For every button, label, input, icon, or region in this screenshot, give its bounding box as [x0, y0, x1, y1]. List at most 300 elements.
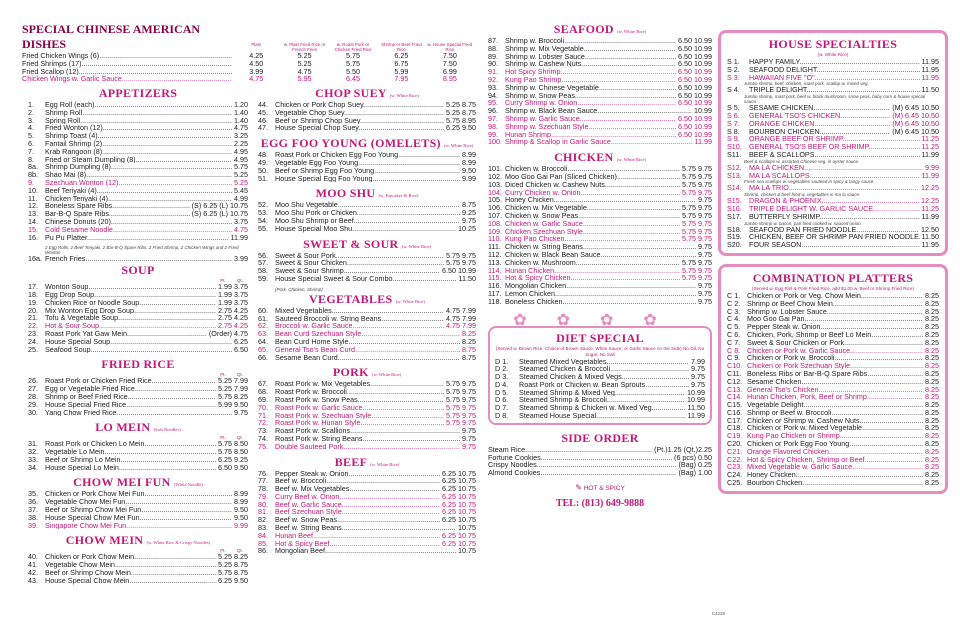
item-price: (M) 6.45 10.50 — [892, 127, 939, 136]
item-name: Beef or Shrimp Chow Mein ..... — [45, 569, 216, 577]
item-name: FOUR SEASON ..... — [749, 241, 920, 249]
item-name: Honey Chicken ..... — [505, 196, 696, 204]
menu-item — [488, 461, 712, 469]
menu-item — [28, 156, 248, 164]
item-name: House Special Fried Rice ..... — [45, 401, 216, 409]
item-price: 8.25 — [925, 455, 939, 464]
item-price: 8.25 — [925, 440, 939, 448]
menu-item — [727, 300, 939, 308]
special-row — [22, 75, 474, 83]
special-price: 7.50 — [442, 52, 457, 60]
item-price: 5.25 8.75 — [446, 101, 476, 109]
item-name: Roast Pork Yat Gaw Mein ..... — [45, 330, 207, 338]
item-name: Shrimp Roll ..... — [45, 109, 232, 117]
item-price: 12.25 — [921, 197, 939, 205]
item-price: 9.75 — [691, 373, 705, 381]
item-number: D 7. — [495, 404, 509, 413]
item-name: Roast Pork or Chicken Lo Mein ..... — [45, 440, 216, 448]
item-number: C 9. — [727, 354, 741, 363]
item-name: Mixed Vegetables ..... — [275, 307, 444, 315]
item-price: 6.50 10.99 — [678, 114, 712, 123]
menu-item — [727, 104, 939, 112]
item-price: 5.25 7.99 — [218, 377, 248, 386]
menu-item — [727, 378, 939, 386]
menu-item — [488, 267, 712, 275]
item-price: 5.75 8.25 — [218, 392, 248, 401]
menu-item — [727, 424, 939, 432]
chopsuey-section — [258, 86, 476, 136]
item-name: Double Sauteed Pork ..... — [275, 443, 460, 451]
item-price: 5.75 9.75 — [682, 188, 712, 197]
item-number: 7. — [28, 147, 34, 156]
friedrice-title-text: FRIED RICE — [101, 357, 175, 372]
item-price: 11.50 — [921, 86, 939, 95]
item-price: 6.25 10.75 — [442, 492, 476, 501]
appetizers-title-text: APPETIZERS — [98, 86, 178, 100]
item-name: Chicken or Shrimp w. Cashew Nuts ..... — [747, 417, 923, 425]
item-price: 5.75 9.75 — [682, 165, 712, 173]
item-price: 8.25 — [462, 337, 476, 346]
menu-item — [727, 112, 939, 120]
friedrice-section — [28, 357, 248, 420]
menu-item — [488, 274, 712, 282]
chowmeifun-section — [28, 475, 248, 533]
menu-item — [727, 354, 939, 362]
item-name: TRIPLE DELIGHT ..... — [749, 86, 920, 94]
menu-item — [488, 68, 712, 76]
item-price: 6.25 10.75 — [442, 516, 476, 525]
item-name: Curry Chicken w. Onion ..... — [505, 189, 680, 197]
item-name: Orange Flavored Chicken ..... — [747, 448, 923, 456]
item-number: 66. — [258, 353, 268, 362]
item-price: 8.25 — [925, 307, 939, 316]
menu-item — [28, 255, 248, 263]
menu-item — [28, 109, 248, 117]
menu-item — [727, 135, 939, 143]
menu-item — [28, 464, 248, 472]
menu-item — [258, 225, 476, 233]
item-name: Chinese Donuts (20) ..... — [45, 218, 232, 226]
item-name: Sesame Bean Curd ..... — [275, 354, 460, 362]
item-name: TRIPLE DELIGHT W. GARLIC SAUCE ..... — [749, 205, 920, 213]
item-number: 14. — [28, 217, 38, 226]
item-name: Steamed Mixed Vegetables ..... — [519, 358, 689, 366]
item-number: 88. — [488, 44, 498, 53]
chopsuey-title-text: CHOP SUEY — [315, 86, 387, 100]
item-name: Beef or Shrimp Egg Foo Young ..... — [275, 167, 460, 175]
item-number: 58. — [258, 267, 268, 275]
item-number: 53. — [258, 209, 268, 217]
item-desc: Jumbo shrimp, beef, chicken, roast pork, scallop w. mixed veg. — [744, 81, 869, 87]
menu-item — [727, 226, 939, 234]
soup-title-text: SOUP — [121, 263, 155, 278]
item-price: 8.25 — [925, 377, 939, 386]
item-price: 6.50 10.99 — [678, 68, 712, 76]
item-price: 4.75 7.99 — [446, 322, 476, 331]
column-3 — [488, 22, 712, 509]
item-number: 48. — [258, 151, 268, 159]
item-number: 94. — [488, 91, 498, 100]
item-number: 39. — [28, 521, 38, 530]
menu-item — [258, 167, 476, 175]
seafood-sub: (w. White Rice) — [617, 29, 647, 34]
item-price: 6.25 9.50 — [446, 124, 476, 133]
item-name: Beef w. String Beans ..... — [275, 524, 456, 532]
menu-item — [488, 220, 712, 228]
menu-item — [258, 404, 476, 412]
legend — [488, 483, 712, 492]
menu-item — [488, 99, 712, 107]
item-number: 10. — [28, 186, 38, 195]
item-price: 8.25 — [925, 354, 939, 363]
item-name: Chicken or Pork w. Garlic Sauce ..... — [747, 347, 923, 355]
item-name: Chicken Rice or Noodle Soup ..... — [45, 299, 216, 307]
menu-item — [258, 380, 476, 388]
item-name: Shao Mai (8) ..... — [45, 171, 232, 179]
menu-item — [258, 493, 476, 501]
item-price: 5.75 — [234, 163, 248, 172]
menu-item — [258, 547, 476, 555]
menu-item — [28, 322, 248, 330]
item-number: S 6. — [727, 111, 740, 120]
menu-item — [28, 291, 248, 299]
eggfooyoung-section — [258, 136, 476, 186]
item-name: Moo Shu Vegetable ..... — [275, 201, 460, 209]
item-name: Shrimp Toast (4) ..... — [45, 132, 232, 140]
item-name: Bourbon Chicken ..... — [747, 479, 923, 487]
item-number: C14. — [727, 393, 743, 402]
item-number: 67. — [258, 380, 268, 389]
menu-item — [488, 446, 712, 454]
beef-title-text: BEEF — [334, 454, 367, 469]
item-number: C 4. — [727, 315, 741, 324]
item-number: 116. — [488, 282, 502, 290]
item-number: 110. — [488, 235, 502, 244]
item-price: 8.25 — [925, 323, 939, 331]
menu-item — [495, 358, 705, 366]
item-number: 105. — [488, 196, 502, 205]
item-price: 8.25 — [925, 479, 939, 487]
item-name: Shrimp or Beef Chow Mein ..... — [747, 300, 923, 308]
item-number: S16. — [727, 204, 742, 213]
item-name: Fortune Cookies ..... — [488, 454, 672, 462]
item-number: 43. — [28, 576, 38, 585]
item-price: 8.25 — [925, 369, 939, 378]
menu-item — [488, 181, 712, 189]
item-name: Steamed Shrimp & Broccoli ..... — [519, 396, 685, 404]
menu-item — [258, 354, 476, 362]
item-price: 9.75 — [462, 442, 476, 451]
item-number: 16a. — [28, 255, 42, 264]
item-number: 117. — [488, 289, 502, 298]
item-price: 9.75 — [698, 289, 712, 298]
menu-item — [727, 172, 939, 180]
menu-item — [28, 401, 248, 409]
item-number: 47. — [258, 124, 268, 133]
item-name: Sweet & Sour Pork ..... — [275, 252, 444, 260]
menu-item — [488, 123, 712, 131]
item-price: 9.75 — [698, 282, 712, 290]
item-name: Tofu & Vegetable Soup ..... — [45, 314, 216, 322]
menu-item — [727, 448, 939, 456]
item-name: Hot & Spicy Beef ..... — [275, 540, 440, 548]
item-name: Shrimp w. Mix Vegetable ..... — [505, 45, 676, 53]
item-number: 82. — [258, 516, 268, 525]
item-price: 8.25 — [925, 299, 939, 308]
item-name: Beef Szechuan Style ..... — [275, 508, 440, 516]
item-number: C25. — [727, 479, 743, 487]
lomein-sub: (Soft Noodles) — [153, 427, 181, 433]
mooshu-section — [258, 186, 476, 236]
chowmein-sub: (w. White Rice & Crispy Noodles) — [146, 540, 211, 546]
size-pt: Pt. — [220, 435, 226, 441]
menu-item — [28, 163, 248, 171]
pork-section — [258, 365, 476, 454]
lomein-title — [28, 420, 248, 435]
item-price: 1.99 3.75 — [218, 283, 248, 291]
special-price: 4.25 — [249, 52, 264, 60]
item-number: D 2. — [495, 365, 509, 374]
menu-item — [488, 454, 712, 462]
item-name: House Special Chop Suey ..... — [275, 124, 444, 132]
item-name: Sauteed Broccoli w. String Beans ..... — [275, 315, 444, 323]
item-price: 8.25 — [925, 463, 939, 472]
appetizers-section — [28, 86, 248, 245]
item-price: 9.50 — [234, 513, 248, 522]
special-header: w. Roast Pork or Chicken Fried Rice — [334, 42, 372, 52]
item-price: 10.99 — [687, 396, 705, 405]
house-title: HOUSE SPECIALTIES — [768, 37, 898, 51]
item-price: 9.75 — [462, 434, 476, 443]
combo-title: COMBINATION PLATTERS — [752, 270, 914, 285]
menu-item — [727, 241, 939, 249]
item-number: 70. — [258, 403, 268, 412]
pupu-desc: 2 Egg Rolls, 2 Beef Teriyaki, 2 Bar-B-Q Spare Ribs, 2 Fried Shrimp, 2 Chicken Wings and 2 Fried Wonton — [45, 245, 239, 256]
item-number: 24. — [28, 337, 38, 346]
item-name: SEAFOOD PAN FRIED NOODLE ..... — [749, 226, 919, 234]
item-number: 52. — [258, 201, 268, 210]
item-name: Seafood Soup ..... — [45, 346, 232, 354]
item-price: 10.25 — [458, 224, 476, 233]
item-number: 8. — [28, 155, 34, 164]
special-title: SPECIAL CHINESE AMERICAN DISHES — [22, 22, 201, 51]
special-row — [22, 68, 474, 76]
item-name: Chicken or Pork w. Broccoli ..... — [747, 354, 923, 362]
menu-item — [488, 189, 712, 197]
menu-item — [495, 389, 705, 397]
item-price: 1.40 — [234, 116, 248, 125]
soup-title — [28, 263, 248, 278]
item-desc: Fresh sea scallops w. vegetables sauteed in spicy & tangy sauce. — [744, 179, 875, 185]
item-number: 41. — [28, 561, 38, 570]
item-price: 5.75 9.75 — [682, 235, 712, 244]
size-qt: Qt. — [236, 435, 243, 441]
item-name: ORANGE CHICKEN ..... — [749, 120, 890, 128]
item-number: 6. — [28, 139, 34, 148]
item-number: 3. — [28, 116, 34, 125]
item-price: 1.40 — [234, 108, 248, 117]
special-price: 6.99 — [442, 67, 457, 76]
pork-title — [258, 365, 476, 380]
size-qt: Qt. — [236, 278, 243, 284]
item-price: 7.99 — [691, 357, 705, 366]
item-price: 1.20 — [234, 101, 248, 109]
special-row — [22, 52, 474, 60]
item-number: 4. — [28, 124, 34, 133]
item-name: Shrimp w. Cashew Nuts ..... — [505, 60, 676, 68]
item-number: 28. — [28, 392, 38, 401]
item-number: 40. — [28, 553, 38, 562]
item-price: 11.50 — [921, 233, 939, 242]
item-name: Beef or Shrimp Lo Mein ..... — [45, 456, 216, 464]
vegetables-section — [258, 292, 476, 366]
item-number: 38. — [28, 513, 38, 522]
item-number: 73. — [258, 427, 268, 435]
item-name: House Special Sweet & Sour Combo ..... — [275, 275, 457, 283]
item-name: Roast Pork w. Mix Vegetables ..... — [275, 380, 444, 388]
item-price: 11.99 — [921, 150, 939, 159]
item-number: C 7. — [727, 338, 741, 347]
menu-item — [727, 432, 939, 440]
menu-item — [28, 148, 248, 156]
menu-item — [488, 53, 712, 61]
item-number: 42. — [28, 569, 38, 577]
item-desc: Shrimp, chicken & beef fried w. vegetables in ma la sauce. — [744, 192, 861, 198]
menu-item — [258, 419, 476, 427]
item-name: Moo Goo Gai Pan ..... — [747, 315, 923, 323]
chicken-title — [488, 150, 712, 165]
item-price: 6.25 10.75 — [442, 508, 476, 517]
special-price: 7.95 — [394, 75, 409, 84]
menu-item — [28, 210, 248, 218]
item-number: S11. — [727, 150, 742, 159]
item-price: 6.25 10.75 — [442, 500, 476, 509]
item-number: 69. — [258, 395, 268, 404]
item-number: 89. — [488, 52, 498, 61]
item-name: Mix Wonton Egg Drop Soup ..... — [45, 307, 216, 315]
menu-item — [488, 196, 712, 204]
size-pt: Pt. — [220, 278, 226, 284]
item-desc: Beef & scallops w. assorted Chinese veg. in oyster sauce. — [744, 158, 860, 164]
item-price: 5.25 — [234, 178, 248, 187]
item-price: 9.75 — [698, 196, 712, 205]
item-name: Chicken w. Mushroom ..... — [505, 259, 680, 267]
vegetables-title — [258, 292, 476, 307]
menu-item — [727, 393, 939, 401]
menu-item — [727, 386, 939, 394]
menu-item — [488, 138, 712, 146]
eggfooyoung-title — [258, 136, 476, 151]
item-name: Beef w. Broccoli ..... — [275, 477, 440, 485]
menu-item — [727, 463, 939, 471]
special-price: 4.75 — [297, 67, 312, 76]
item-name: Boneless Chicken ..... — [505, 298, 696, 306]
mooshu-title-text: MOO SHU — [315, 186, 376, 201]
menu-item — [258, 477, 476, 485]
menu-item — [28, 346, 248, 354]
item-number: 15. — [28, 225, 38, 234]
item-number: S 5. — [727, 104, 740, 112]
item-name: Vegetable Egg Foo Young ..... — [275, 159, 460, 167]
menu-item — [28, 393, 248, 401]
menu-item — [28, 385, 248, 393]
item-name: Hunan Chicken ..... — [505, 267, 680, 275]
menu-item — [488, 45, 712, 53]
item-number: 83. — [258, 524, 268, 532]
menu-item — [28, 456, 248, 464]
item-price: (M) 6.45 10.50 — [892, 119, 939, 128]
item-number: 93. — [488, 83, 498, 92]
item-number: 77. — [258, 477, 268, 486]
item-name: Bar-B-Q Spare Ribs ..... — [45, 210, 190, 218]
item-name: Egg or Vegetable Fried Rice ..... — [45, 385, 216, 393]
item-name: Kung Pao Chicken ..... — [505, 235, 680, 243]
special-headers — [232, 42, 474, 52]
special-price: 5.25 — [297, 59, 312, 68]
item-price: (Order) 4.75 — [208, 329, 248, 338]
item-number: C13. — [727, 385, 743, 394]
item-name: Hunan Beef ..... — [275, 532, 440, 540]
menu-item — [258, 346, 476, 354]
item-number: 60. — [258, 306, 268, 315]
item-name: Roast Pork w. Broccoli ..... — [275, 388, 444, 396]
item-name: Mongolian Beef ..... — [275, 547, 456, 555]
menu-item — [258, 540, 476, 548]
vegetables-sub: (w. White Rice) — [395, 298, 425, 304]
item-name: Bean Curd Home Style ..... — [275, 338, 460, 346]
special-price: 5.99 — [394, 67, 409, 76]
item-name: Sesame Chicken ..... — [747, 378, 923, 386]
item-price: 5.75 9.75 — [446, 395, 476, 404]
special-price: 5.75 — [346, 59, 361, 68]
item-name: Egg Roll (each) ..... — [45, 101, 232, 109]
item-number: S19. — [727, 233, 742, 242]
lomein-title-text: LO MEIN — [95, 420, 151, 435]
item-number: 80. — [258, 500, 268, 509]
item-price: 5.75 8.75 — [218, 569, 248, 577]
item-price: 11.95 — [921, 65, 939, 74]
item-number: C24. — [727, 471, 743, 480]
menu-item — [258, 443, 476, 451]
item-number: 26. — [28, 377, 38, 386]
menu-item — [727, 184, 939, 192]
menu-item — [727, 456, 939, 464]
menu-item — [495, 396, 705, 404]
item-number: S 8. — [727, 127, 740, 136]
item-price: 6.25 — [234, 337, 248, 346]
item-price: 9.75 — [462, 216, 476, 225]
item-number: C22. — [727, 455, 743, 464]
item-number: 99. — [488, 130, 498, 139]
item-name: Shrimp w. Lobster Sauce ..... — [505, 53, 676, 61]
item-number: 2. — [28, 108, 34, 117]
menu-item — [28, 307, 248, 315]
menu-item — [727, 362, 939, 370]
menu-item — [258, 124, 476, 132]
item-number: 114. — [488, 266, 502, 275]
seafood-title — [488, 22, 712, 37]
chicken-title-text: CHICKEN — [554, 150, 614, 165]
item-price: 8.25 — [925, 401, 939, 409]
item-name: Hot Spicy Shrimp ..... — [505, 68, 676, 76]
item-number: 29. — [28, 400, 38, 409]
item-number: 65. — [258, 345, 268, 354]
menu-item — [488, 243, 712, 251]
item-price: 5.75 9.75 — [446, 251, 476, 260]
item-number: 50. — [258, 166, 268, 175]
item-price: (6 pcs) 0.50 — [674, 453, 712, 462]
item-price: (S) 6.25 (L) 10.75 — [191, 210, 248, 218]
